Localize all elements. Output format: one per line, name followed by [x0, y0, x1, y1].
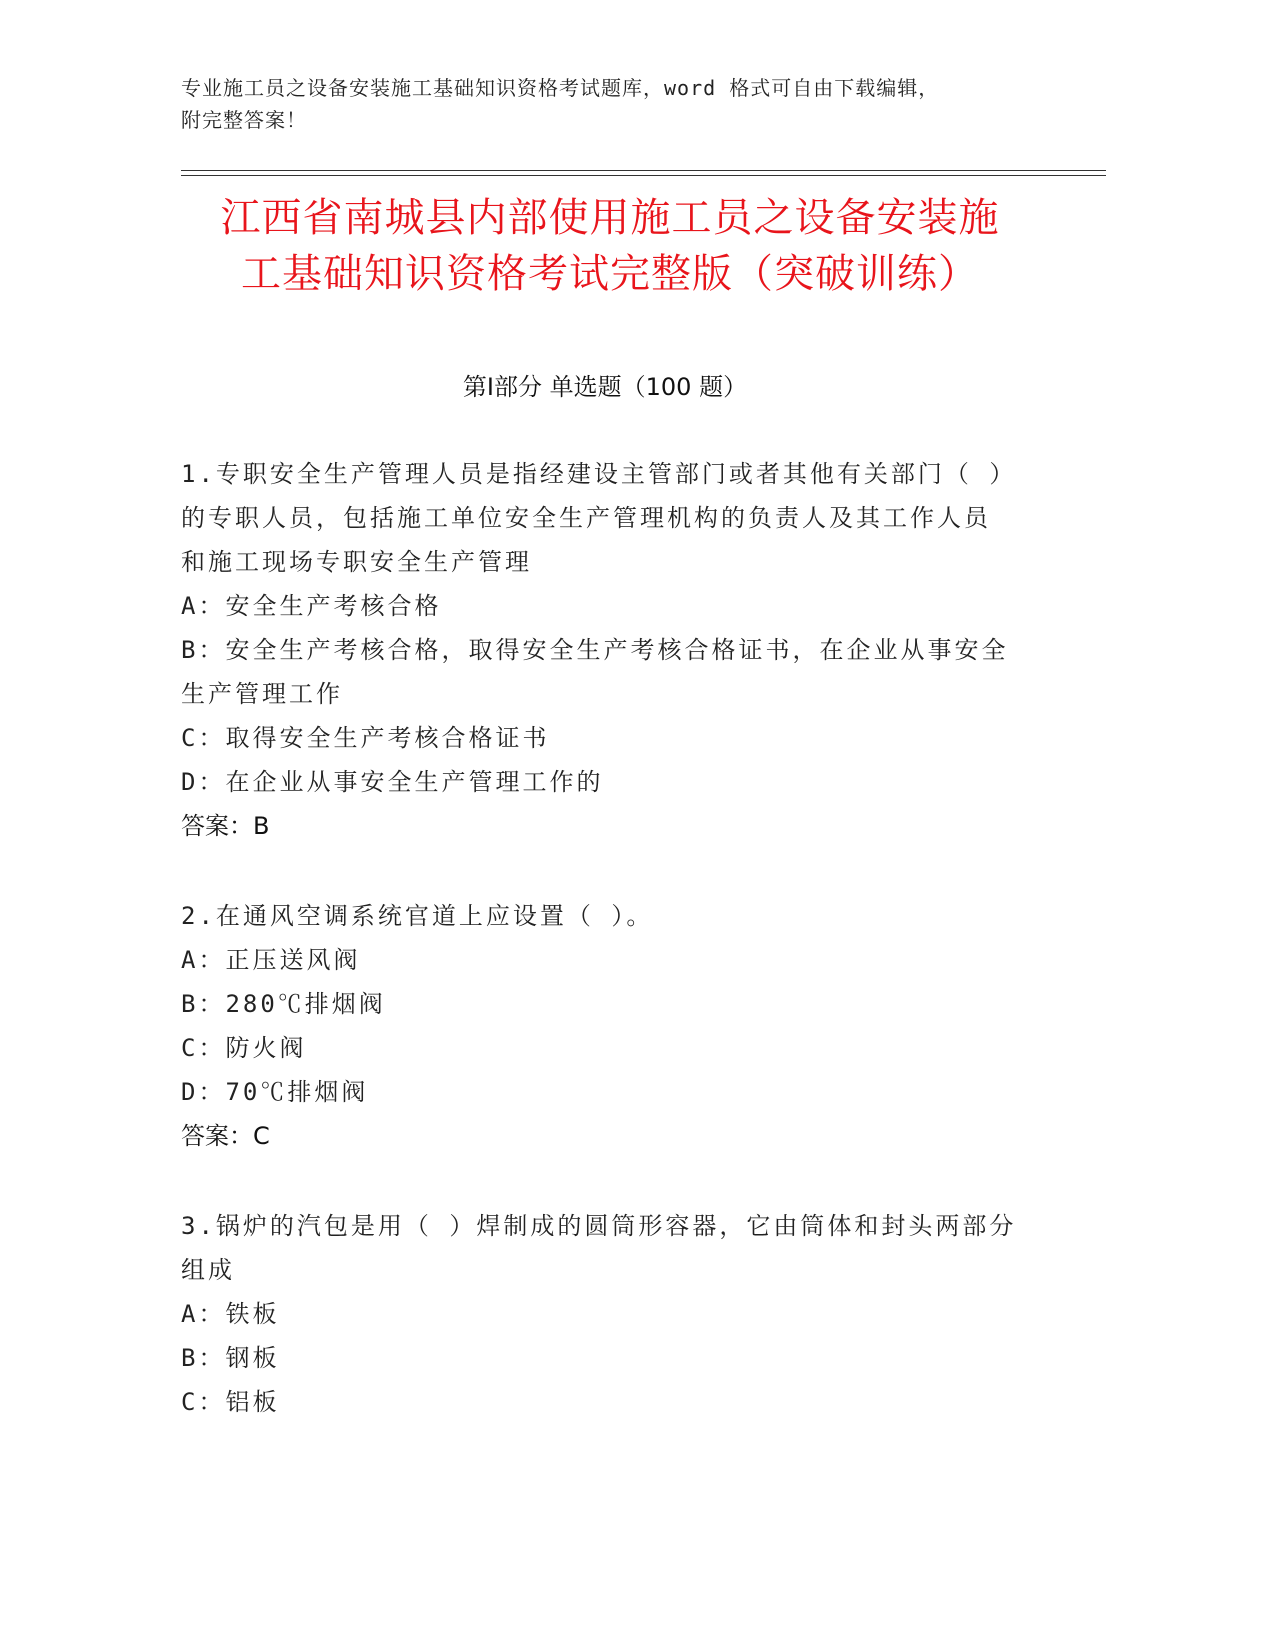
answer-label: 答案：C — [181, 1122, 270, 1150]
header-divider — [181, 170, 1106, 171]
stem-line: 组成 — [181, 1256, 235, 1284]
title-line: 江西省南城县内部使用施工员之设备安装施 — [220, 195, 1000, 241]
option-c — [181, 1026, 1031, 1070]
option-line: A：安全生产考核合格 — [181, 592, 442, 620]
option-line: A：铁板 — [181, 1300, 280, 1328]
option-b — [181, 982, 1031, 1026]
stem-line: 和施工现场专职安全生产管理 — [181, 548, 532, 576]
stem-line: 3.锅炉的汽包是用（ ）焊制成的圆筒形容器，它由筒体和封头两部分 — [181, 1212, 1017, 1240]
option-b — [181, 628, 1031, 716]
document-title — [160, 190, 1060, 302]
stem-line: 2.在通风空调系统官道上应设置（ ）。 — [181, 902, 654, 930]
option-line: D：在企业从事安全生产管理工作的 — [181, 768, 604, 796]
question-1 — [181, 452, 1031, 848]
option-line: B：安全生产考核合格，取得安全生产考核合格证书，在企业从事安全 — [181, 636, 1009, 664]
option-a — [181, 1292, 1031, 1336]
stem-line: 的专职人员，包括施工单位安全生产管理机构的负责人及其工作人员 — [181, 504, 991, 532]
question-2 — [181, 894, 1031, 1158]
question-list — [181, 452, 1031, 1470]
title-line: 工基础知识资格考试完整版（突破训练） — [241, 251, 979, 297]
option-c — [181, 716, 1031, 760]
header-divider — [181, 175, 1106, 176]
option-b — [181, 1336, 1031, 1380]
stem-line: 1.专职安全生产管理人员是指经建设主管部门或者其他有关部门（ ） — [181, 460, 1017, 488]
option-line: A：正压送风阀 — [181, 946, 361, 974]
option-d — [181, 1070, 1031, 1114]
option-line: C：取得安全生产考核合格证书 — [181, 724, 550, 752]
answer-label: 答案：B — [181, 812, 270, 840]
header-note-line: 附完整答案！ — [181, 108, 307, 132]
option-d — [181, 760, 1031, 804]
option-line: 生产管理工作 — [181, 680, 343, 708]
question-stem — [181, 452, 1031, 584]
question-stem — [181, 1204, 1031, 1292]
option-a — [181, 938, 1031, 982]
option-line: C：防火阀 — [181, 1034, 307, 1062]
question-stem — [181, 894, 1031, 938]
question-3 — [181, 1204, 1031, 1424]
option-line: B：280℃排烟阀 — [181, 990, 386, 1018]
option-line: C：铝板 — [181, 1388, 280, 1416]
option-c — [181, 1380, 1031, 1424]
option-line: D：70℃排烟阀 — [181, 1078, 369, 1106]
section-title: 第Ⅰ部分 单选题（100 题） — [462, 373, 748, 401]
header-note — [181, 72, 1081, 136]
option-line: B：钢板 — [181, 1344, 280, 1372]
header-note-line: 专业施工员之设备安装施工基础知识资格考试题库，word 格式可自由下载编辑， — [181, 76, 940, 100]
option-a — [181, 584, 1031, 628]
